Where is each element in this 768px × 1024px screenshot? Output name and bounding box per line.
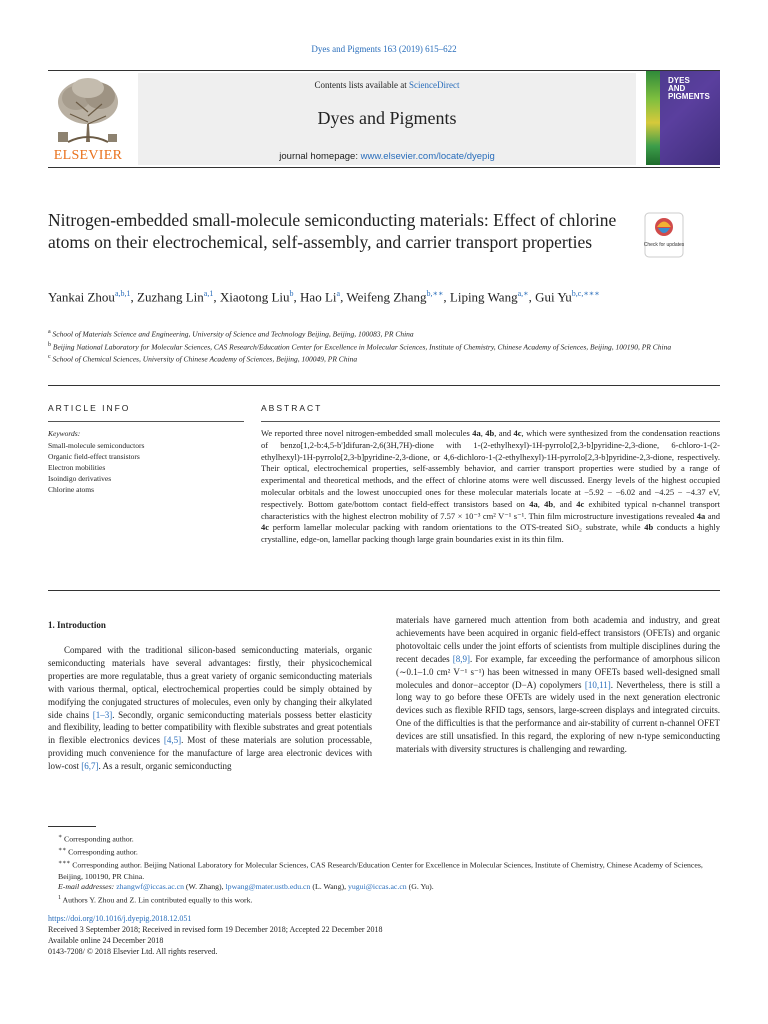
contents-prefix: Contents lists available at	[314, 80, 409, 90]
citation-link[interactable]: [4,5]	[163, 735, 182, 746]
header-rule-bottom	[48, 167, 720, 168]
author-name[interactable]: Liping Wang	[449, 289, 518, 305]
available-online: Available online 24 December 2018	[48, 936, 164, 945]
footnote-rule	[48, 826, 96, 827]
section-rule	[48, 590, 720, 591]
intro-right-column: materials have garnered much attention from both academia and industry, and great achievements have been acquired in organic field-effect transistors (OFETs) and organic photovoltaic cells under the joint efforts of scientists from multiple disciplines during the recent decades [8,9]. For example, far exceeding the performance of amorphous silicon (∼0.1–1.0 cm² V⁻¹ s⁻¹) has been witnessed in many OFETs based well-designed small molecules and donor−acceptor (D−A) copolymers [10,11]. Nevertheless, there is still a long way to go before these OFETs are widely used in the next generation electronic devices such as flexible RFID tags, sensors, large-screen displays and integrated circuits. One of the difficulties is that the performance and air-stability of current n-channel OFET devices are still unsatisfied. In this regard, the exploring of new n-type semiconducting materials with diversity structures is challenging and rewarding.	[396, 615, 720, 755]
keyword-item: Electron mobilities	[48, 463, 106, 472]
journal-name: Dyes and Pigments	[317, 108, 457, 128]
abstract-rule	[261, 421, 720, 422]
keyword-item: Chlorine atoms	[48, 485, 95, 494]
email-link[interactable]: yugui@iccas.ac.cn	[347, 882, 407, 892]
author-affiliation-sup[interactable]: a	[336, 289, 341, 298]
keyword-item: Small-molecule semiconductors	[48, 441, 145, 450]
homepage-link[interactable]: www.elsevier.com/locate/dyepig	[360, 151, 495, 162]
header-rule-top	[48, 70, 720, 71]
footnote-item: ∗∗ Corresponding author.	[58, 847, 138, 857]
affiliations	[48, 327, 720, 365]
email-addresses: E-mail addresses: zhangwf@iccas.ac.cn (W. Zhang), lpwang@mater.ustb.edu.cn (L. Wang), yugui@iccas.ac.cn (G. Yu).	[58, 882, 434, 892]
author-affiliation-sup[interactable]: a,1	[203, 289, 214, 298]
footnote-item: ∗ Corresponding author.	[58, 834, 134, 844]
author-name[interactable]: Gui Yu	[535, 289, 572, 305]
affiliation-item: $^b$ Beijing National Laboratory for Molecular Sciences, CAS Research/Education Center for Excellence in Molecular Sciences, Institute of Chemistry, Chinese Academy of Sciences, Beijing, 100190, PR China	[48, 341, 672, 351]
abstract-heading: ABSTRACT	[261, 403, 323, 413]
author-name[interactable]: Xiaotong Liu	[219, 289, 290, 305]
journal-reference[interactable]: Dyes and Pigments 163 (2019) 615–622	[311, 44, 457, 54]
email-link[interactable]: zhangwf@iccas.ac.cn	[116, 882, 184, 892]
cover-title: DYES AND PIGMENTS	[668, 76, 710, 101]
homepage-line	[138, 151, 636, 162]
citation-link[interactable]: [10,11]	[584, 679, 611, 690]
author-affiliation-sup[interactable]: b,∗∗	[426, 289, 444, 298]
author-name[interactable]: Zuzhang Lin	[137, 289, 204, 305]
keywords-rule	[48, 421, 244, 422]
author-name[interactable]: Hao Li	[300, 289, 337, 305]
article-info-heading: ARTICLE INFO	[48, 403, 131, 413]
author-affiliation-sup[interactable]: b,c,∗∗∗	[571, 289, 600, 298]
author-list: Yankai Zhou$^{a,b,1}$, Zuzhang Lin$^{a,1}$, Xiaotong Liu$^b$, Hao Li$^a$, Weifeng Zhang$^{b,∗∗}$, Liping Wang$^{a,∗}$, Gui $Yu^{b,c,∗∗∗}$	[48, 289, 600, 305]
email-link[interactable]: lpwang@mater.ustb.edu.cn	[225, 882, 311, 892]
sciencedirect-link[interactable]: ScienceDirect	[409, 80, 460, 90]
cover-strip	[646, 71, 660, 165]
journal-cover-image[interactable]	[646, 71, 720, 165]
contents-line	[138, 80, 636, 90]
abstract-text: We reported three novel nitrogen-embedded small molecules 4a, 4b, and 4c, which were synthesized from the condensation reactions of benzo[1,2-b:4,5-b']difuran-2,6(3H,7H)-dione with 1-(2-ethylhexyl)-1H-pyrrolo[2,3-b]pyridine-2,3-dione, 6-chloro-1-(2-ethylhexyl)-1H-pyrrolo[2,3-b]pyridine-2,3-dione, or 4,6-dichloro-1-(2-ethylhexyl)-1H-pyrrolo[2,3-b]pyridine-2,3-dione, respectively. Their optical, electrochemical properties, self-assembly behavior, and carrier transport properties were studied by a range of experimental and theoretical methods, and the effect of chlorine atoms were well discussed. Energy levels of the highest occupied molecular orbitals and the lowest unoccupied ones for these molecular materials locate at −5.92 − −6.02 and −4.25 − −4.37 eV, respectively. Bottom gate/bottom contact field-effect transistors based on 4a, 4b, and 4c exhibited typical n-channel transport characteristics with the highest electron mobility of 7.57 × 10⁻³ cm² V⁻¹ s⁻¹. Thin film microstructure investigations revealed 4a and 4c perform lamellar molecular packing with random orientations to the OTS-treated SiO₂ substrate, while 4b conducts a highly crystalline, edge-on, lamellar packing though large grain boundaries exist in its thin film.	[261, 428, 720, 545]
article-title: Nitrogen-embedded small-molecule semiconducting materials: Effect of chlorine atoms on their electrochemical, self-assembly, and carrier transport properties	[48, 210, 617, 252]
crossmark-label: Check for updates	[644, 242, 684, 248]
keyword-item: Organic field-effect transistors	[48, 452, 140, 461]
citation-link[interactable]: [1–3]	[92, 709, 113, 720]
author-affiliation-sup[interactable]: a,∗	[517, 289, 529, 298]
section-heading-introduction: 1. Introduction	[48, 620, 106, 630]
received-dates: Received 3 September 2018; Received in revised form 19 December 2018; Accepted 22 December 2018	[48, 925, 383, 934]
author-affiliation-sup[interactable]: a,b,1	[114, 289, 131, 298]
citation-link[interactable]: [8,9]	[452, 653, 470, 664]
footnote-item: $^1$ Authors Y. Zhou and Z. Lin contributed equally to this work.	[58, 894, 253, 905]
doi-link[interactable]: https://doi.org/10.1016/j.dyepig.2018.12.051	[48, 914, 192, 923]
copyright: 0143-7208/ © 2018 Elsevier Ltd. All rights reserved.	[48, 947, 218, 956]
check-for-updates-icon[interactable]	[644, 212, 684, 258]
publication-info	[48, 913, 720, 957]
intro-left-column: Compared with the traditional silicon-based semiconducting materials, organic semiconducting materials have several advantages: firstly, their physicochemical properties are more regulatable, thus a great variety of organic semiconducting materials with various thermal, optical, electrochemical properties could be simply obtained by modifying the conjugated structures of molecules, even only by changing their alkylated side chains [1–3]. Secondly, organic semiconducting materials possess better elasticity and flexibility, leading to better compatibility with flexible substrates and great potentials in flexible electronics devices [4,5]. Most of these materials are solution processable, providing much convenience for the manufacture of large area electronic devices with low-cost [6,7]. As a result, organic semiconducting	[48, 645, 372, 772]
author-affiliation-sup[interactable]: b	[289, 289, 294, 298]
keywords-label: Keywords:	[48, 429, 81, 438]
affiliation-item: $^a$ School of Materials Science and Engineering, University of Science and Technology Beijing, Beijing, 100083, PR China	[48, 329, 414, 339]
affiliation-item: $^c$ School of Chemical Sciences, University of Chinese Academy of Sciences, Beijing, 100049, PR China	[48, 354, 358, 364]
citation-link[interactable]: [6,7]	[81, 761, 99, 772]
author-name[interactable]: Weifeng Zhang	[346, 289, 427, 305]
keyword-item: Isoindigo derivatives	[48, 474, 112, 483]
section-rule	[48, 385, 720, 386]
author-name[interactable]: Yankai Zhou	[48, 289, 115, 305]
elsevier-wordmark: ELSEVIER	[53, 148, 123, 163]
footnotes	[48, 832, 720, 906]
keywords-list	[48, 440, 244, 495]
homepage-prefix: journal homepage:	[279, 151, 361, 162]
footnote-item: ∗∗∗ Corresponding author. Beijing National Laboratory for Molecular Sciences, CAS Research/Education Center for Excellence in Molecular Sciences, Institute of Chemistry, Chinese Academy of Sciences, Beijing, 100190, PR China.	[58, 860, 703, 881]
